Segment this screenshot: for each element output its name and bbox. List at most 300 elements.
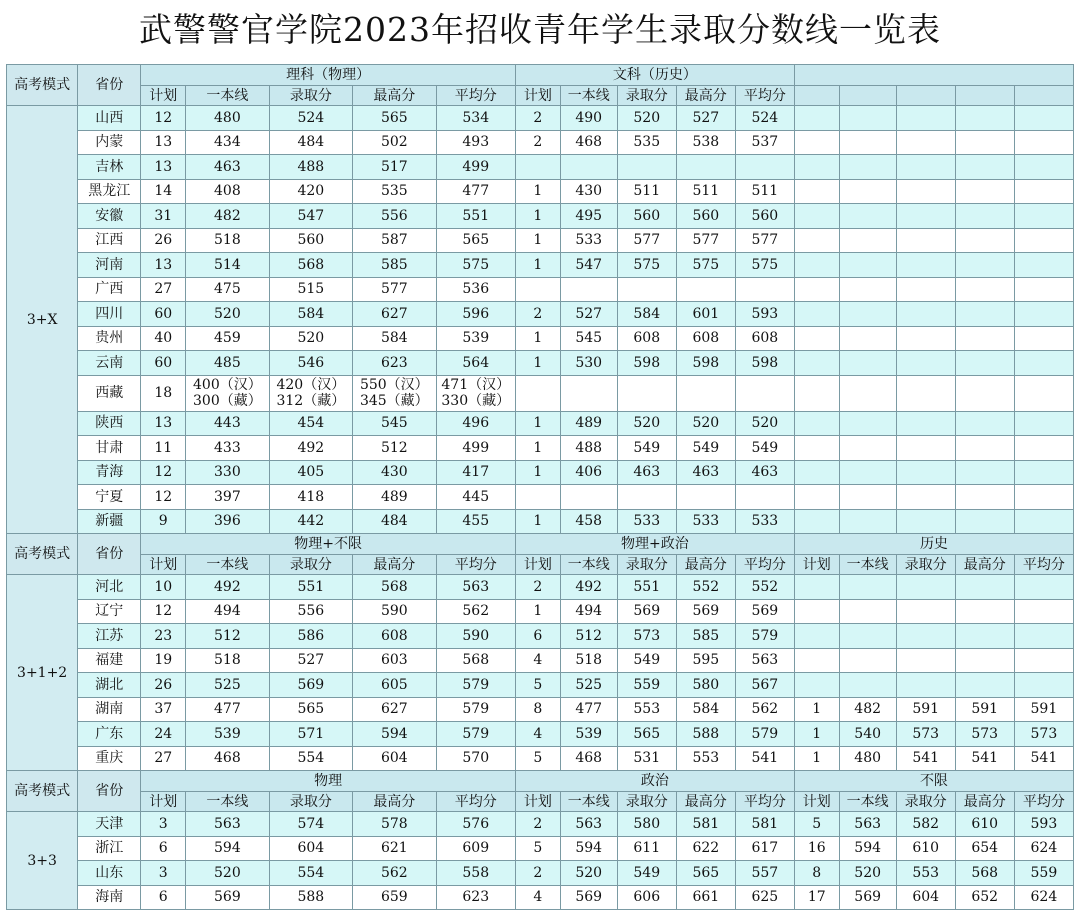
column-header: 计划: [515, 555, 560, 575]
score-cell: [794, 179, 839, 204]
score-cell: [515, 485, 560, 510]
score-cell: [515, 155, 560, 180]
column-header: 计划: [794, 792, 839, 812]
score-cell: 573: [617, 624, 676, 649]
score-cell: [955, 106, 1014, 131]
score-cell: 1: [515, 253, 560, 278]
score-cell: [839, 106, 896, 131]
score-cell: [735, 155, 794, 180]
score-cell: 554: [269, 746, 352, 771]
score-cell: 539: [186, 722, 269, 747]
table-row: [7, 253, 1074, 278]
score-cell: [955, 460, 1014, 485]
score-cell: 591: [955, 697, 1014, 722]
score-cell: 517: [353, 155, 436, 180]
province-cell: 海南: [78, 885, 141, 910]
score-cell: 468: [560, 130, 617, 155]
score-cell: 661: [676, 885, 735, 910]
score-cell: 484: [353, 509, 436, 534]
score-cell: [1014, 302, 1073, 327]
score-cell: [794, 155, 839, 180]
score-cell: [955, 130, 1014, 155]
province-cell: 四川: [78, 302, 141, 327]
score-cell: 520: [186, 861, 269, 886]
score-cell: 5: [794, 812, 839, 837]
score-cell: [955, 155, 1014, 180]
score-cell: [1014, 106, 1073, 131]
score-cell: [1014, 599, 1073, 624]
score-cell: 527: [560, 302, 617, 327]
score-cell: 585: [353, 253, 436, 278]
score-cell: 568: [436, 648, 515, 673]
group-header: 不限: [794, 771, 1073, 792]
score-cell: 1: [794, 697, 839, 722]
score-cell: 605: [353, 673, 436, 698]
score-cell: 551: [436, 204, 515, 229]
subheader-row: [7, 555, 1074, 575]
score-cell: 60: [141, 302, 186, 327]
score-cell: 511: [617, 179, 676, 204]
score-cell: [676, 485, 735, 510]
score-cell: 27: [141, 277, 186, 302]
score-cell: 5: [515, 673, 560, 698]
score-cell: 534: [436, 106, 515, 131]
mode-cell: 3+1+2: [7, 575, 78, 771]
score-cell: 570: [436, 746, 515, 771]
score-cell: 535: [617, 130, 676, 155]
score-cell: 494: [560, 599, 617, 624]
score-cell: 494: [186, 599, 269, 624]
score-cell: 585: [676, 624, 735, 649]
mode-header: 高考模式: [7, 771, 78, 812]
score-cell: [896, 648, 955, 673]
score-cell: 27: [141, 746, 186, 771]
score-cell: 458: [560, 509, 617, 534]
score-cell: 541: [896, 746, 955, 771]
score-cell: 463: [735, 460, 794, 485]
score-cell: 2: [515, 812, 560, 837]
score-cell: 6: [515, 624, 560, 649]
score-cell: [896, 599, 955, 624]
score-cell: 463: [676, 460, 735, 485]
score-cell: 594: [353, 722, 436, 747]
score-cell: [794, 575, 839, 600]
score-cell: 531: [617, 746, 676, 771]
score-cell: 5: [515, 746, 560, 771]
score-cell: 624: [1014, 885, 1073, 910]
score-cell: 405: [269, 460, 352, 485]
score-cell: 549: [735, 436, 794, 461]
column-header: [1014, 86, 1073, 106]
score-cell: 551: [617, 575, 676, 600]
score-cell: 406: [560, 460, 617, 485]
column-header: 最高分: [353, 86, 436, 106]
score-cell: 573: [955, 722, 1014, 747]
score-cell: 512: [560, 624, 617, 649]
score-cell: 1: [515, 326, 560, 351]
table-row: [7, 673, 1074, 698]
score-cell: 576: [436, 812, 515, 837]
score-cell: [1014, 509, 1073, 534]
score-cell: 60: [141, 351, 186, 376]
score-cell: 511: [676, 179, 735, 204]
score-cell: 533: [560, 228, 617, 253]
column-header: 一本线: [186, 555, 269, 575]
score-cell: 540: [839, 722, 896, 747]
score-cell: 13: [141, 155, 186, 180]
score-cell: 397: [186, 485, 269, 510]
score-cell: 608: [676, 326, 735, 351]
score-cell: [560, 277, 617, 302]
column-header: 平均分: [735, 86, 794, 106]
score-cell: 560: [269, 228, 352, 253]
column-header: 最高分: [955, 555, 1014, 575]
score-cell: 468: [186, 746, 269, 771]
score-cell: 14: [141, 179, 186, 204]
score-cell: 569: [676, 599, 735, 624]
column-header: 最高分: [353, 555, 436, 575]
score-cell: [896, 106, 955, 131]
column-header: 一本线: [560, 86, 617, 106]
score-cell: 525: [560, 673, 617, 698]
score-cell: [839, 436, 896, 461]
score-cell: 533: [735, 509, 794, 534]
score-cell: [955, 624, 1014, 649]
score-cell: [1014, 375, 1073, 411]
column-header: 一本线: [839, 792, 896, 812]
group-header: 物理+不限: [141, 534, 516, 555]
score-cell: 608: [353, 624, 436, 649]
score-cell: 590: [436, 624, 515, 649]
score-cell: 496: [436, 411, 515, 436]
score-cell: 490: [560, 106, 617, 131]
score-cell: 590: [353, 599, 436, 624]
score-cell: 593: [735, 302, 794, 327]
score-cell: [955, 599, 1014, 624]
score-cell: 625: [735, 885, 794, 910]
score-cell: 584: [617, 302, 676, 327]
score-cell: [839, 485, 896, 510]
score-cell: 593: [1014, 812, 1073, 837]
score-cell: 538: [676, 130, 735, 155]
score-cell: [955, 351, 1014, 376]
score-cell: 550（汉） 345（藏）: [353, 375, 436, 411]
score-cell: 492: [186, 575, 269, 600]
score-cell: 565: [676, 861, 735, 886]
score-cell: 533: [617, 509, 676, 534]
score-cell: 579: [436, 697, 515, 722]
score-cell: 547: [269, 204, 352, 229]
column-header: 一本线: [186, 86, 269, 106]
score-cell: 12: [141, 106, 186, 131]
score-cell: 13: [141, 253, 186, 278]
score-cell: [896, 228, 955, 253]
score-cell: [1014, 253, 1073, 278]
score-cell: 560: [676, 204, 735, 229]
score-cell: 12: [141, 485, 186, 510]
score-cell: 567: [735, 673, 794, 698]
score-cell: 551: [269, 575, 352, 600]
score-cell: [839, 204, 896, 229]
score-cell: 37: [141, 697, 186, 722]
province-header: 省份: [78, 534, 141, 575]
score-cell: 579: [735, 624, 794, 649]
score-cell: [794, 106, 839, 131]
column-header: 计划: [515, 86, 560, 106]
score-cell: 520: [560, 861, 617, 886]
score-cell: 502: [353, 130, 436, 155]
score-cell: 1: [515, 460, 560, 485]
score-cell: 26: [141, 673, 186, 698]
score-cell: 520: [617, 106, 676, 131]
score-cell: 6: [141, 836, 186, 861]
score-cell: 568: [269, 253, 352, 278]
score-cell: [560, 485, 617, 510]
score-cell: 604: [269, 836, 352, 861]
score-cell: 518: [560, 648, 617, 673]
score-cell: 563: [186, 812, 269, 837]
table-row: [7, 130, 1074, 155]
score-cell: 489: [560, 411, 617, 436]
score-cell: 442: [269, 509, 352, 534]
score-cell: [676, 375, 735, 411]
score-cell: 524: [735, 106, 794, 131]
score-cell: 4: [515, 885, 560, 910]
score-cell: 5: [515, 836, 560, 861]
score-cell: [896, 277, 955, 302]
score-cell: 1: [515, 599, 560, 624]
score-cell: 408: [186, 179, 269, 204]
province-cell: 江苏: [78, 624, 141, 649]
score-cell: [896, 485, 955, 510]
score-cell: 553: [676, 746, 735, 771]
score-cell: 563: [735, 648, 794, 673]
score-cell: 596: [436, 302, 515, 327]
province-header: 省份: [78, 771, 141, 812]
score-cell: 539: [436, 326, 515, 351]
score-cell: [955, 375, 1014, 411]
score-cell: 569: [735, 599, 794, 624]
score-cell: 569: [269, 673, 352, 698]
province-cell: 江西: [78, 228, 141, 253]
score-cell: [676, 277, 735, 302]
score-cell: 520: [186, 302, 269, 327]
score-cell: 524: [269, 106, 352, 131]
score-cell: 23: [141, 624, 186, 649]
column-header: [839, 86, 896, 106]
score-cell: 594: [186, 836, 269, 861]
score-cell: [955, 575, 1014, 600]
score-cell: 418: [269, 485, 352, 510]
score-cell: [896, 575, 955, 600]
score-cell: [1014, 411, 1073, 436]
score-cell: [735, 277, 794, 302]
score-cell: 568: [353, 575, 436, 600]
score-cell: [617, 277, 676, 302]
score-cell: [794, 673, 839, 698]
score-cell: 539: [560, 722, 617, 747]
table-row: [7, 624, 1074, 649]
score-cell: 477: [436, 179, 515, 204]
score-cell: 622: [676, 836, 735, 861]
score-cell: 1: [515, 351, 560, 376]
score-cell: [794, 648, 839, 673]
score-cell: 488: [269, 155, 352, 180]
table-row: [7, 599, 1074, 624]
score-cell: 511: [735, 179, 794, 204]
score-cell: 12: [141, 460, 186, 485]
score-cell: 604: [896, 885, 955, 910]
score-cell: 495: [560, 204, 617, 229]
score-cell: 484: [269, 130, 352, 155]
column-header: 录取分: [617, 555, 676, 575]
column-header: 计划: [141, 792, 186, 812]
score-cell: 475: [186, 277, 269, 302]
score-cell: [896, 179, 955, 204]
score-cell: 575: [436, 253, 515, 278]
score-cell: [1014, 485, 1073, 510]
score-cell: [794, 130, 839, 155]
score-cell: 554: [269, 861, 352, 886]
column-header: 录取分: [269, 86, 352, 106]
score-cell: 492: [560, 575, 617, 600]
score-cell: [955, 277, 1014, 302]
score-cell: [794, 624, 839, 649]
score-cell: [955, 436, 1014, 461]
group-header: 历史: [794, 534, 1073, 555]
province-cell: 湖南: [78, 697, 141, 722]
table-row: [7, 648, 1074, 673]
score-cell: [1014, 326, 1073, 351]
score-cell: 549: [617, 648, 676, 673]
score-cell: 31: [141, 204, 186, 229]
score-cell: [1014, 460, 1073, 485]
table-row: [7, 697, 1074, 722]
province-cell: 西藏: [78, 375, 141, 411]
score-cell: 565: [617, 722, 676, 747]
score-cell: 627: [353, 697, 436, 722]
column-header: 平均分: [436, 792, 515, 812]
score-cell: 488: [560, 436, 617, 461]
score-cell: 563: [839, 812, 896, 837]
score-cell: [1014, 179, 1073, 204]
column-header: 一本线: [839, 555, 896, 575]
score-cell: [839, 228, 896, 253]
score-cell: 573: [1014, 722, 1073, 747]
score-cell: [839, 599, 896, 624]
score-cell: 1: [515, 411, 560, 436]
score-cell: 459: [186, 326, 269, 351]
score-cell: 2: [515, 302, 560, 327]
province-cell: 云南: [78, 351, 141, 376]
score-cell: [896, 326, 955, 351]
score-cell: [839, 460, 896, 485]
score-cell: 588: [269, 885, 352, 910]
score-cell: 3: [141, 812, 186, 837]
column-header: 录取分: [896, 792, 955, 812]
score-cell: 530: [560, 351, 617, 376]
score-cell: 624: [1014, 836, 1073, 861]
score-cell: 565: [436, 228, 515, 253]
section-header-row: [7, 65, 1074, 86]
score-cell: [735, 375, 794, 411]
score-cell: 527: [676, 106, 735, 131]
score-cell: 480: [839, 746, 896, 771]
province-cell: 河北: [78, 575, 141, 600]
score-cell: [955, 179, 1014, 204]
score-cell: 569: [839, 885, 896, 910]
score-cell: [794, 375, 839, 411]
score-cell: [896, 436, 955, 461]
table-row: [7, 411, 1074, 436]
score-cell: 512: [353, 436, 436, 461]
score-cell: 623: [353, 351, 436, 376]
column-header: 计划: [141, 555, 186, 575]
score-cell: 553: [896, 861, 955, 886]
score-cell: 477: [186, 697, 269, 722]
province-cell: 新疆: [78, 509, 141, 534]
score-cell: 16: [794, 836, 839, 861]
score-cell: 463: [186, 155, 269, 180]
score-cell: 556: [353, 204, 436, 229]
score-cell: [896, 253, 955, 278]
score-cell: 454: [269, 411, 352, 436]
score-cell: 485: [186, 351, 269, 376]
score-cell: [839, 253, 896, 278]
score-cell: 518: [186, 648, 269, 673]
score-cell: [794, 204, 839, 229]
province-cell: 宁夏: [78, 485, 141, 510]
score-cell: 11: [141, 436, 186, 461]
column-header: 平均分: [1014, 555, 1073, 575]
score-cell: [617, 375, 676, 411]
group-header: 理科（物理）: [141, 65, 516, 86]
score-cell: [1014, 277, 1073, 302]
province-header: 省份: [78, 65, 141, 106]
score-cell: [794, 485, 839, 510]
score-cell: 13: [141, 130, 186, 155]
table-row: [7, 575, 1074, 600]
score-cell: 24: [141, 722, 186, 747]
province-cell: 重庆: [78, 746, 141, 771]
score-cell: [794, 599, 839, 624]
score-cell: 610: [896, 836, 955, 861]
score-cell: 560: [617, 204, 676, 229]
province-cell: 福建: [78, 648, 141, 673]
score-cell: 499: [436, 155, 515, 180]
table-row: [7, 746, 1074, 771]
score-cell: 545: [560, 326, 617, 351]
score-cell: 573: [896, 722, 955, 747]
table-row: [7, 509, 1074, 534]
score-cell: [1014, 575, 1073, 600]
column-header: 录取分: [617, 86, 676, 106]
score-cell: 579: [735, 722, 794, 747]
score-cell: [1014, 204, 1073, 229]
score-cell: [794, 509, 839, 534]
score-cell: 577: [676, 228, 735, 253]
table-row: [7, 436, 1074, 461]
score-cell: 12: [141, 599, 186, 624]
score-cell: 520: [839, 861, 896, 886]
score-cell: 552: [735, 575, 794, 600]
mode-header: 高考模式: [7, 534, 78, 575]
score-cell: 584: [269, 302, 352, 327]
score-cell: 520: [676, 411, 735, 436]
column-header: 计划: [515, 792, 560, 812]
column-header: [794, 86, 839, 106]
score-cell: 455: [436, 509, 515, 534]
